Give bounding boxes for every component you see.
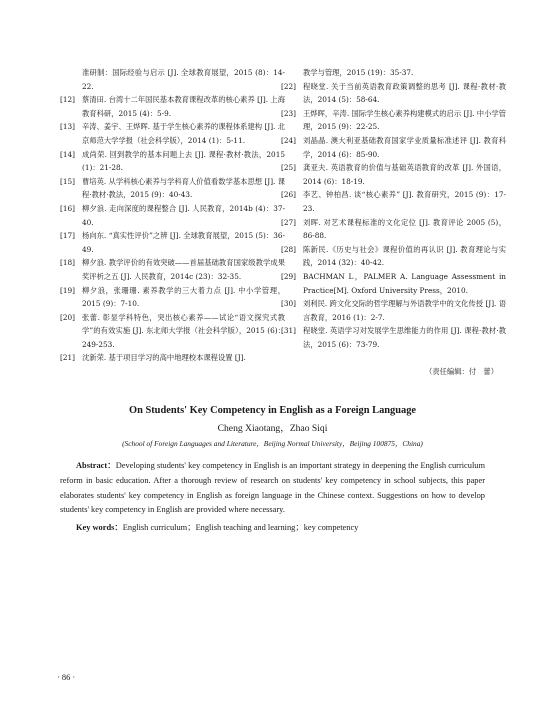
reference-entry (60, 284, 285, 311)
reference-text: 柳夕浪. 教学评价的有效突破——首届基础教育国家级教学成果奖评析之五 [J]. 人民教育，2014c (23)：32-35. (82, 258, 285, 281)
reference-entry (281, 134, 506, 161)
reference-text: 刘晶晶. 澳大利亚基础教育国家学业质量标准述评 [J]. 教育科学，2014 (6)：85-90. (303, 135, 506, 159)
reference-text: 曹培英. 从学科核心素养与学科育人价值看数学基本思想 [J]. 课程·教材·教法，2015 (9)：40-43. (82, 176, 285, 200)
editor-note: （责任编辑：付 蕾） (425, 367, 498, 377)
reference-number: [19] (60, 285, 75, 295)
references-left-column (60, 66, 285, 365)
reference-text: 张蕾. 彰显学科特色，突出核心素养——试论“语文探究式教学”的有效实施 [J]. 东北师大学报（社会科学版），2015 (6)：249-253. (82, 312, 285, 349)
reference-entry (281, 66, 506, 80)
reference-text: 陈新民.《历史与社会》课程价值的再认识 [J]. 教育理论与实践，2014 (32)：40-42. (303, 244, 506, 268)
reference-number: [24] (281, 135, 296, 145)
reference-number: [14] (60, 149, 75, 159)
english-authors: Cheng Xiaotang，Zhao Siqi (217, 423, 328, 434)
reference-entry (281, 188, 506, 215)
reference-text: 沈新荣. 基于项目学习的高中地理校本课程设置 [J]. (82, 353, 246, 363)
reference-number: [15] (60, 176, 75, 186)
reference-number: [29] (281, 271, 296, 281)
reference-number: [26] (281, 190, 296, 200)
reference-text: 刘利民. 跨文化交际的哲学理解与外语教学中的文化传授 [J]. 语言教育，2016 (1)：2-7. (303, 299, 506, 322)
reference-text: 成尚荣. 回到教学的基本问题上去 [J]. 课程·教材·教法，2015 (1)：21-28. (82, 149, 285, 173)
reference-number: [31] (281, 326, 296, 336)
reference-text: 蔡清田. 台湾十二年国民基本教育课程改革的核心素养 [J]. 上海教育科研，2015 (4)：5-9. (82, 95, 285, 118)
reference-entry (281, 80, 506, 107)
reference-entry (60, 351, 285, 365)
keywords-text: English curriculum；English teaching and learning；key competency (122, 523, 359, 533)
reference-number: [30] (281, 299, 296, 309)
reference-number: [17] (60, 231, 75, 241)
reference-number: [16] (60, 203, 75, 213)
reference-entry (281, 107, 506, 134)
english-title: On Students' Key Competency in English as a Foreign Language (128, 405, 417, 416)
reference-text: 程晓堂. 关于当前英语教育政策调整的思考 [J]. 课程·教材·教法，2014 (5)：58-64. (303, 81, 506, 105)
page-number: · 86 · (57, 673, 76, 682)
reference-number: [20] (60, 312, 75, 322)
reference-entry (60, 256, 285, 283)
reference-entry (60, 66, 285, 93)
reference-number: [18] (60, 258, 75, 268)
reference-entry (60, 120, 285, 147)
reference-text: 刘晖. 对艺术课程标准的文化定位 [J]. 教育评论 2005 (5)，86-88. (303, 217, 506, 241)
reference-entry (281, 243, 506, 270)
english-abstract-section (60, 404, 485, 536)
english-keywords (60, 521, 485, 536)
abstract-text: Developing students' key competency in English is an important strategy in deepening the English curriculum reform in basic education. After a thorough review of research on students' key competency in school subjects, this paper elaborates students' key competency in English as foreign language in the Chinese context. Suggestions on how to develop students' key competency in English are provided where necessary. (60, 461, 485, 515)
english-affiliation: (School of Foreign Languages and Literature，Beijing Normal University，Beijing 100875，China) (122, 439, 423, 448)
reference-entry (281, 216, 506, 243)
reference-entry (281, 270, 506, 297)
reference-number: [25] (281, 163, 296, 173)
reference-number: [12] (60, 95, 75, 105)
reference-entry (281, 324, 506, 351)
reference-entry (281, 161, 506, 188)
reference-text: 教学与管理，2015 (19)：35-37. (303, 68, 414, 77)
reference-entry (60, 148, 285, 175)
abstract-label: Abstract： (76, 461, 116, 470)
reference-text: 杨向东. “真实性评价”之辨 [J]. 全球教育展望，2015 (5)：36-49. (82, 231, 285, 254)
reference-number: [21] (60, 353, 75, 363)
reference-number: [27] (281, 217, 296, 227)
reference-number: [22] (281, 81, 296, 91)
keywords-label: Key words： (76, 523, 123, 533)
reference-text: 程晓堂. 英语学习对发展学生思维能力的作用 [J]. 课程·教材·教法，2015 (6)：73-79. (303, 326, 506, 349)
english-abstract (60, 459, 485, 518)
reference-text: 王烨晖，辛涛. 国际学生核心素养构建模式的启示 [J]. 中小学管理，2015 (9)：22-25. (303, 108, 506, 132)
reference-text: 龚亚夫. 英语教育的价值与基础英语教育的改革 [J]. 外国语，2014 (6)：18-19. (303, 163, 506, 186)
reference-number: [23] (281, 108, 296, 118)
reference-entry (60, 93, 285, 120)
reference-text: 辛涛、姜宇、王烨晖. 基于学生核心素养的课程体系建构 [J]. 北京师范大学学报（社会科学版），2014 (1)：5-11. (82, 122, 285, 145)
reference-number: [28] (281, 244, 296, 254)
reference-number: [13] (60, 122, 75, 132)
reference-entry (281, 297, 506, 324)
reference-entry (60, 175, 285, 202)
reference-text: 柳夕浪. 走向深度的课程整合 [J]. 人民教育，2014b (4)：37-40. (82, 203, 285, 227)
reference-entry (60, 202, 285, 229)
reference-text: 李艺、钟柏昌. 谈“核心素养” [J]. 教育研究，2015 (9)：17-23. (303, 190, 506, 213)
reference-text: 柳夕浪，张珊珊. 素养教学的三大着力点 [J]. 中小学管理，2015 (9)：7-10. (82, 285, 285, 309)
references-right-column (281, 66, 506, 379)
reference-entry (60, 311, 285, 352)
reference-entry (60, 229, 285, 256)
reference-text: BACHMAN L，PALMER A. Language Assessment in Practice[M]. Oxford University Press，2010. (303, 271, 506, 295)
reference-text: 准研制：国际经验与启示 [J]. 全球教育展望，2015 (8)：14-22. (82, 68, 285, 91)
